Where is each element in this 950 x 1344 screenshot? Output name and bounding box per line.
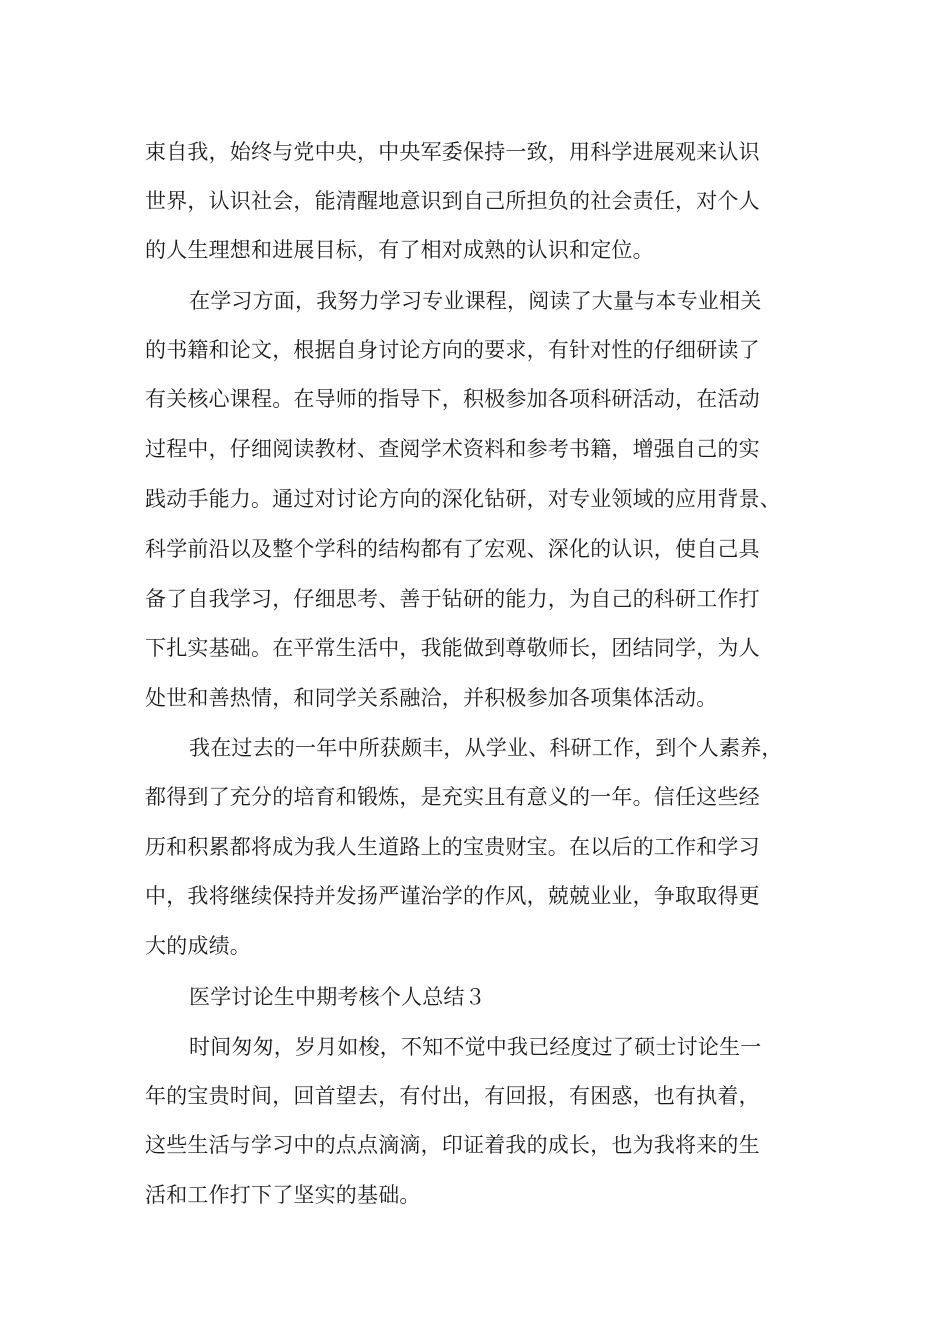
paragraph-line: 的人生理想和进展目标，有了相对成熟的认识和定位。 — [145, 238, 654, 262]
paragraph-line: 备了自我学习，仔细思考、善于钻研的能力，为自己的科研工作打 — [145, 587, 760, 611]
paragraph-line: 践动手能力。通过对讨论方向的深化钻研，对专业领域的应用背景、 — [145, 487, 781, 511]
paragraph-line: 大的成绩。 — [145, 934, 251, 958]
paragraph-line: 科学前沿以及整个学科的结构都有了宏观、深化的认识，使自己具 — [145, 537, 760, 561]
paragraph-line: 历和积累都将成为我人生道路上的宝贵财宝。在以后的工作和学习 — [145, 835, 760, 859]
paragraph-line: 都得到了充分的培育和锻炼，是充实且有意义的一年。信任这些经 — [145, 785, 760, 809]
paragraph-line: 我在过去的一年中所获颇丰，从学业、科研工作，到个人素养， — [189, 736, 783, 760]
section-heading: 医学讨论生中期考核个人总结３ — [189, 985, 486, 1009]
paragraph-line: 世界，认识社会，能清醒地意识到自己所担负的社会责任，对个人 — [145, 189, 760, 213]
paragraph-line: 年的宝贵时间，回首望去，有付出，有回报，有困惑，也有执着， — [145, 1084, 760, 1108]
paragraph-line: 中，我将继续保持并发扬严谨治学的作风，兢兢业业，争取取得更 — [145, 884, 760, 908]
paragraph-line: 过程中，仔细阅读教材、查阅学术资料和参考书籍，增强自己的实 — [145, 437, 760, 461]
paragraph-line: 处世和善热情，和同学关系融洽，并积极参加各项集体活动。 — [145, 686, 718, 710]
paragraph-line: 的书籍和论文，根据自身讨论方向的要求，有针对性的仔细研读了 — [145, 338, 760, 362]
paragraph-line: 时间匆匆，岁月如梭，不知不觉中我已经度过了硕士讨论生一 — [189, 1035, 762, 1059]
paragraph-line: 活和工作打下了坚实的基础。 — [145, 1183, 421, 1207]
paragraph-line: 束自我，始终与党中央，中央军委保持一致，用科学进展观来认识 — [145, 140, 760, 164]
paragraph-line: 这些生活与学习中的点点滴滴，印证着我的成长，也为我将来的生 — [145, 1133, 760, 1157]
paragraph-line: 有关核心课程。在导师的指导下，积极参加各项科研活动，在活动 — [145, 387, 760, 411]
paragraph-line: 下扎实基础。在平常生活中，我能做到尊敬师长，团结同学，为人 — [145, 636, 760, 660]
paragraph-line: 在学习方面，我努力学习专业课程，阅读了大量与本专业相关 — [189, 289, 762, 313]
